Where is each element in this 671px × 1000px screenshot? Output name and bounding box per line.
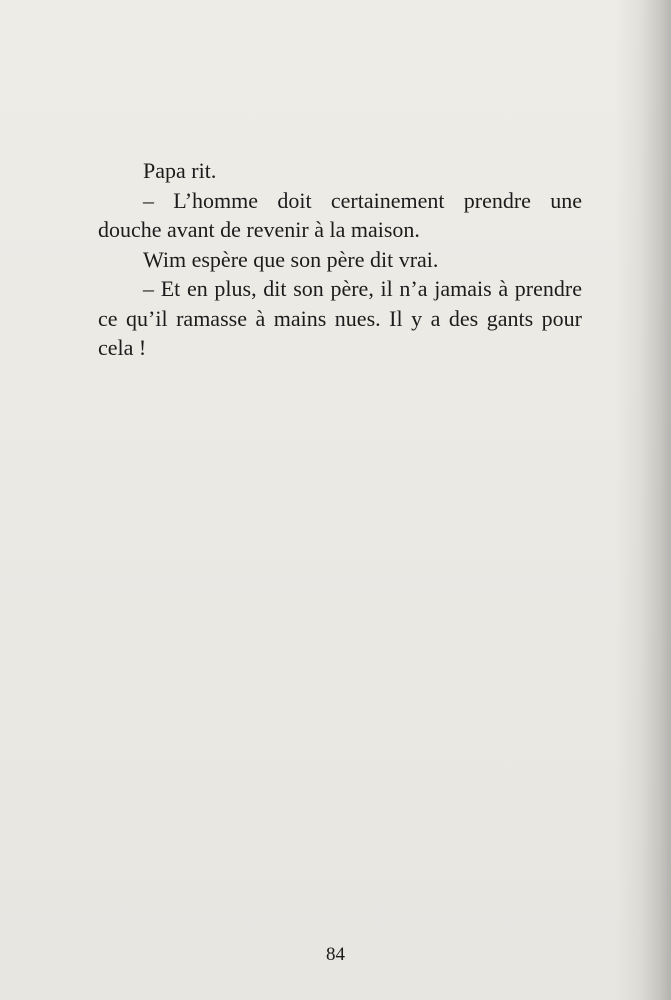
body-text [98, 156, 582, 363]
paragraph-2: – L’homme doit certainement prendre une douche avant de revenir à la maison. [98, 187, 582, 242]
paragraph-1: Papa rit. [143, 158, 217, 183]
paragraph-3: Wim espère que son père dit vrai. [143, 246, 439, 272]
page-number: 84 [326, 944, 345, 965]
paragraph-4: – Et en plus, dit son père, il n’a jamais à prendre ce qu’il ramasse à mains nues. Il y a des gants pour cela ! [98, 276, 582, 360]
